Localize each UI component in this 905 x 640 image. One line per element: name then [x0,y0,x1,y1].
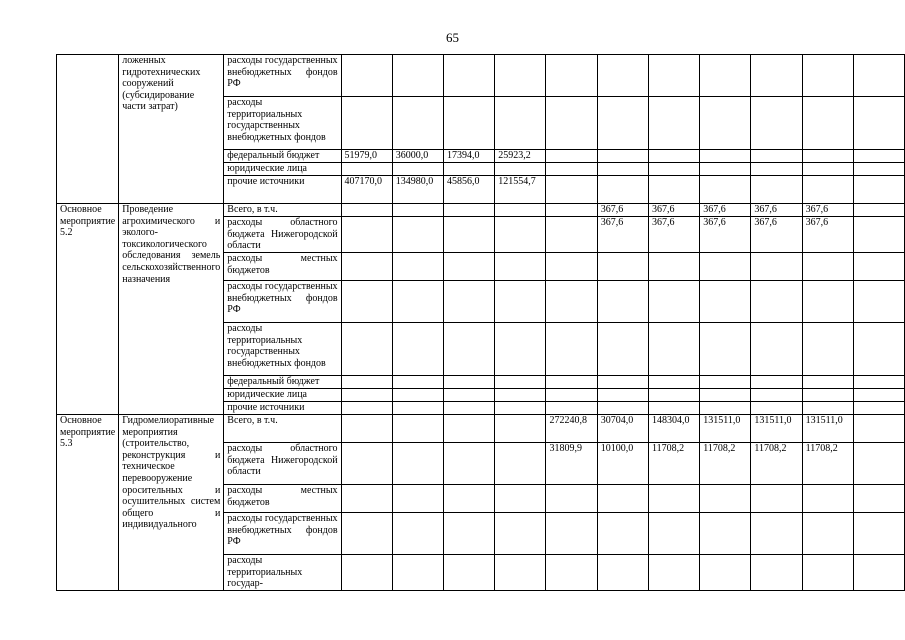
value-cell [341,204,392,217]
activity-name-cell: Проведение агрохимического и эколого-токсикологического обследования земель сельскохозяйственного назначения [119,204,224,415]
value-cell [700,163,751,176]
value-cell [597,253,648,281]
funding-source-cell: расходы государственных внебюджетных фондов РФ [224,513,341,555]
value-cell [802,555,853,591]
value-cell [546,217,597,253]
value-cell [341,55,392,97]
value-cell [853,217,904,253]
value-cell [495,97,546,150]
value-cell [700,555,751,591]
value-cell [700,281,751,323]
value-cell [444,97,495,150]
value-cell [546,555,597,591]
value-cell: 45856,0 [444,176,495,204]
value-cell [341,513,392,555]
funding-source-cell: юридические лица [224,163,341,176]
funding-source-cell: расходы местных бюджетов [224,485,341,513]
value-cell: 134980,0 [392,176,443,204]
value-cell: 10100,0 [597,443,648,485]
value-cell [751,402,802,415]
value-cell [546,253,597,281]
table-row [57,204,905,217]
value-cell [444,389,495,402]
funding-source-cell: расходы территориальных государ- [224,555,341,591]
value-cell [495,513,546,555]
value-cell [802,376,853,389]
value-cell: 131511,0 [802,415,853,443]
value-cell [853,204,904,217]
value-cell [802,55,853,97]
value-cell [546,281,597,323]
value-cell: 36000,0 [392,150,443,163]
value-cell [597,97,648,150]
funding-source-cell: Всего, в т.ч. [224,204,341,217]
value-cell [341,163,392,176]
value-cell [597,555,648,591]
value-cell [495,217,546,253]
value-cell [751,97,802,150]
value-cell [648,402,699,415]
value-cell [341,485,392,513]
value-cell [444,253,495,281]
value-cell [546,97,597,150]
value-cell [392,253,443,281]
value-cell [546,485,597,513]
value-cell: 367,6 [700,204,751,217]
value-cell [597,485,648,513]
value-cell [444,415,495,443]
value-cell [341,253,392,281]
value-cell [392,97,443,150]
page-number: 65 [446,30,459,45]
value-cell [648,97,699,150]
value-cell [802,323,853,376]
value-cell [546,402,597,415]
table-row [57,55,905,97]
value-cell [648,55,699,97]
value-cell [802,253,853,281]
value-cell [597,176,648,204]
funding-source-cell: расходы территориальных государственных внебюджетных фондов [224,323,341,376]
value-cell [700,485,751,513]
value-cell [751,376,802,389]
value-cell [546,513,597,555]
value-cell [700,513,751,555]
value-cell [700,150,751,163]
value-cell [853,513,904,555]
value-cell [546,176,597,204]
value-cell [700,389,751,402]
value-cell [495,389,546,402]
value-cell: 367,6 [700,217,751,253]
value-cell: 272240,8 [546,415,597,443]
value-cell [444,443,495,485]
funding-source-cell: расходы областного бюджета Нижегородской области [224,217,341,253]
value-cell [853,55,904,97]
value-cell [853,150,904,163]
value-cell [495,323,546,376]
value-cell [802,97,853,150]
value-cell [751,323,802,376]
value-cell [802,281,853,323]
value-cell [597,281,648,323]
value-cell [341,443,392,485]
value-cell [648,176,699,204]
value-cell [648,253,699,281]
value-cell [341,415,392,443]
value-cell [597,402,648,415]
funding-source-cell: расходы областного бюджета Нижегородской области [224,443,341,485]
value-cell [495,443,546,485]
value-cell [341,217,392,253]
value-cell [802,402,853,415]
value-cell [392,415,443,443]
value-cell [853,176,904,204]
activity-code-cell [57,55,119,204]
value-cell: 367,6 [802,204,853,217]
value-cell [700,402,751,415]
value-cell [495,281,546,323]
value-cell [648,513,699,555]
value-cell [853,323,904,376]
value-cell [802,485,853,513]
value-cell [751,555,802,591]
value-cell [444,402,495,415]
value-cell [648,555,699,591]
value-cell [546,389,597,402]
value-cell [597,389,648,402]
activity-name-cell: Гидромелиоративные мероприятия (строительство, реконструкция и техническое перевооружение оросительных и осушительных систем общего и индивидуального [119,415,224,591]
value-cell [802,513,853,555]
value-cell [392,204,443,217]
value-cell [444,217,495,253]
value-cell: 131511,0 [751,415,802,443]
value-cell: 11708,2 [802,443,853,485]
value-cell [546,150,597,163]
value-cell [853,402,904,415]
value-cell [392,389,443,402]
funding-source-cell: юридические лица [224,389,341,402]
value-cell: 11708,2 [648,443,699,485]
value-cell [751,485,802,513]
funding-source-cell: федеральный бюджет [224,150,341,163]
value-cell [700,253,751,281]
funding-source-cell: прочие источники [224,402,341,415]
value-cell [495,376,546,389]
value-cell: 367,6 [751,217,802,253]
value-cell: 17394,0 [444,150,495,163]
value-cell [597,163,648,176]
value-cell [853,389,904,402]
value-cell [751,513,802,555]
value-cell [392,323,443,376]
funding-table [56,54,905,591]
value-cell [392,443,443,485]
value-cell: 367,6 [648,217,699,253]
value-cell: 25923,2 [495,150,546,163]
value-cell [700,55,751,97]
value-cell [700,97,751,150]
activity-code-cell: Основное мероприятие 5.3 [57,415,119,591]
value-cell [341,97,392,150]
value-cell [700,376,751,389]
value-cell [853,253,904,281]
value-cell [444,485,495,513]
value-cell: 121554,7 [495,176,546,204]
value-cell [341,376,392,389]
value-cell [751,281,802,323]
value-cell [392,217,443,253]
funding-source-cell: расходы местных бюджетов [224,253,341,281]
value-cell [853,415,904,443]
value-cell [597,55,648,97]
value-cell [495,163,546,176]
value-cell: 51979,0 [341,150,392,163]
value-cell: 31809,9 [546,443,597,485]
funding-source-cell: расходы территориальных государственных внебюджетных фондов [224,97,341,150]
value-cell [444,163,495,176]
value-cell [444,513,495,555]
value-cell [751,163,802,176]
value-cell [392,163,443,176]
value-cell [546,204,597,217]
value-cell [392,55,443,97]
activity-code-cell: Основное мероприятие 5.2 [57,204,119,415]
value-cell [546,323,597,376]
value-cell [392,281,443,323]
value-cell [751,176,802,204]
value-cell [341,555,392,591]
value-cell: 11708,2 [700,443,751,485]
funding-source-cell: расходы государственных внебюджетных фондов РФ [224,55,341,97]
value-cell: 367,6 [751,204,802,217]
value-cell [444,323,495,376]
value-cell [341,323,392,376]
value-cell [648,389,699,402]
value-cell: 148304,0 [648,415,699,443]
value-cell [392,555,443,591]
value-cell [495,415,546,443]
value-cell [853,163,904,176]
value-cell [853,443,904,485]
value-cell [444,555,495,591]
value-cell [853,555,904,591]
value-cell [751,389,802,402]
value-cell [751,150,802,163]
funding-source-cell: прочие источники [224,176,341,204]
value-cell [853,281,904,323]
value-cell [597,323,648,376]
table-row [57,415,905,443]
value-cell: 367,6 [802,217,853,253]
funding-source-cell: федеральный бюджет [224,376,341,389]
value-cell [341,402,392,415]
value-cell [802,150,853,163]
value-cell [444,281,495,323]
value-cell [546,376,597,389]
value-cell [597,376,648,389]
value-cell [802,163,853,176]
value-cell: 367,6 [597,204,648,217]
value-cell [444,204,495,217]
value-cell [495,485,546,513]
value-cell [341,281,392,323]
value-cell [495,402,546,415]
value-cell [802,176,853,204]
value-cell [853,97,904,150]
value-cell [392,376,443,389]
value-cell [495,253,546,281]
value-cell [546,163,597,176]
value-cell: 30704,0 [597,415,648,443]
value-cell [802,389,853,402]
value-cell [648,485,699,513]
value-cell: 407170,0 [341,176,392,204]
value-cell [495,55,546,97]
value-cell [597,150,648,163]
value-cell [751,55,802,97]
value-cell [853,376,904,389]
value-cell: 367,6 [648,204,699,217]
value-cell [444,376,495,389]
value-cell [392,402,443,415]
funding-source-cell: расходы государственных внебюджетных фондов РФ [224,281,341,323]
value-cell [495,555,546,591]
value-cell [546,55,597,97]
value-cell [648,323,699,376]
value-cell [700,323,751,376]
value-cell [700,176,751,204]
value-cell [597,513,648,555]
value-cell [648,376,699,389]
value-cell: 367,6 [597,217,648,253]
value-cell [392,485,443,513]
value-cell [444,55,495,97]
value-cell [648,163,699,176]
value-cell: 131511,0 [700,415,751,443]
activity-name-cell: ложенных гидротехнических сооружений (субсидирование части затрат) [119,55,224,204]
value-cell [341,389,392,402]
value-cell [648,150,699,163]
value-cell [392,513,443,555]
value-cell [751,253,802,281]
funding-source-cell: Всего, в т.ч. [224,415,341,443]
value-cell: 11708,2 [751,443,802,485]
value-cell [495,204,546,217]
value-cell [648,281,699,323]
value-cell [853,485,904,513]
